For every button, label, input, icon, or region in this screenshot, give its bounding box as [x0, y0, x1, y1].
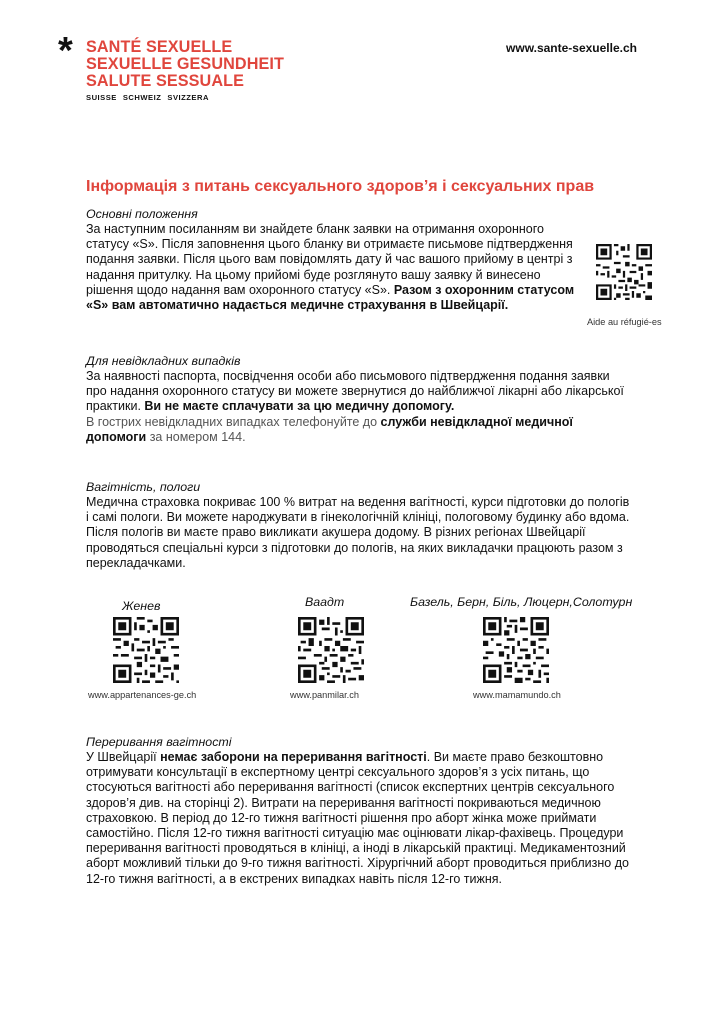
section-heading-pregnancy: Вагітність, пологи [86, 480, 201, 494]
region-others-url[interactable]: www.mamamundo.ch [473, 690, 561, 700]
logo-country-it: SVIZZERA [167, 92, 209, 102]
logo-line-it: SALUTE SESSUALE [86, 72, 245, 91]
logo-country-fr: SUISSE [86, 92, 117, 102]
region-vaud-url[interactable]: www.panmilar.ch [290, 690, 359, 700]
region-vaud-label: Ваадт [305, 595, 345, 609]
abortion-text: . Ви маєте право безкоштовно отримувати консультації в експертному центрі сексуального здоров’я з усіх питань, що стосуються вагітності або переривання вагітності (список експертних центрів сексуального здоров’я див. на сторінці 2). Витрати на переривання вагітності покриваються медичною страховкою. В період до 12-го тижня вагітності рішення про аборт жінка може приймати самостійно. Після 12-го тижня вагітності ситуацію має оцінювати лікар-фахівець. Процедури переривання вагітності проводяться в клініці, а іноді в лікарській практиці. Медикаментозний аборт можливий тільки до 9-го тижня вагітності. Хірургічний аборт проводиться приблизно до 12-го тижня вагітності, а в екстрених випадках навіть після 12-го тижня. [86, 750, 629, 886]
logo-line-de: SEXUELLE GESUNDHEIT [86, 55, 284, 74]
qr-caption-refugee-aid: Aide au réfugié-es [587, 317, 662, 327]
emergency-text: За наявності паспорта, посвідчення особи або письмового підтвердження подання заявки про надання охоронного статусу ви можете звернутися до найближчої лікарні або лікарської практики. [86, 369, 624, 414]
basics-text: За наступним посиланням ви знайдете бланк заявки на отримання охоронного статусу «S». Після заповнення цього бланку ви отримаєте письмове підтвердження подання заявки. Після цього вам повідомлять дату й час вашого прийому в центрі з надання притулку. На цьому прийомі буде розглянуто вашу заявку й винесено рішення щодо надання вам охоронного статусу «S». [86, 222, 573, 297]
logo-asterisk: * [58, 30, 73, 72]
emergency-bold-text: Ви не маєте сплачувати за цю медичну допомогу. [144, 399, 455, 414]
region-geneva-label: Женев [122, 599, 161, 613]
qr-code-refugee-aid[interactable] [596, 244, 652, 300]
qr-code-mamamundo[interactable] [483, 617, 549, 683]
website-link[interactable]: www.sante-sexuelle.ch [506, 41, 637, 55]
region-geneva-url[interactable]: www.appartenances-ge.ch [88, 690, 197, 700]
section-text-emergency [86, 369, 626, 445]
region-others-label: Базель, Берн, Біль, Люцерн,Солотурн [410, 595, 633, 609]
qr-code-icon [298, 617, 364, 683]
abortion-text-intro: У Швейцарії [86, 750, 157, 764]
qr-code-geneva[interactable] [113, 617, 179, 683]
section-text-basics [86, 222, 576, 313]
qr-code-icon [113, 617, 179, 683]
logo-countries [86, 93, 284, 103]
qr-code-icon [596, 244, 652, 300]
emergency-service-name: служби невідкладної медичної допомоги [86, 414, 573, 444]
section-text-abortion [86, 750, 631, 887]
qr-code-vaud[interactable] [298, 617, 364, 683]
basics-bold-text: Разом з охоронним статусом «S» вам автоматично надається медичне страхування в Швейцарії. [86, 282, 575, 313]
emergency-call-text: В гострих невідкладних випадках телефонуйте до [86, 414, 378, 429]
section-heading-basics: Основні положення [86, 207, 198, 221]
logo [86, 39, 284, 103]
section-text-pregnancy: Медична страховка покриває 100 % витрат на ведення вагітності, курси підготовки до пологів і самі пологи. Ви можете народжувати в гінекологічній клініці, пологовому будинку або вдома. Після пологів ви маєте право викликати акушера додому. В різних регіонах Швейцарії проводяться спеціальні курси з підготовки до пологів, на яких викладачки працюють разом з перекладачками. [86, 495, 630, 570]
section-heading-abortion: Переривання вагітності [86, 735, 232, 749]
page-title: Інформація з питань сексуального здоров’я і сексуальних прав [86, 178, 595, 195]
logo-country-de: SCHWEIZ [122, 92, 162, 102]
emergency-number-text: за номером 144. [149, 429, 246, 444]
abortion-bold-text: немає заборони на переривання вагітності [160, 750, 427, 764]
qr-code-icon [483, 617, 549, 683]
section-heading-emergency: Для невідкладних випадків [86, 354, 241, 368]
logo-line-fr: SANTÉ SEXUELLE [86, 38, 233, 56]
